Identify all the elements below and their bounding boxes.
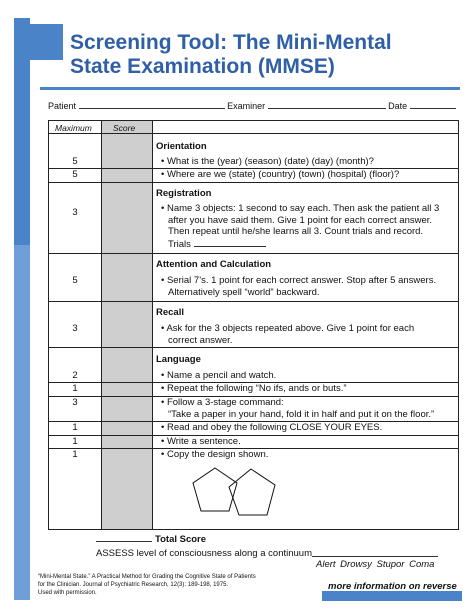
- citation-line: “Mini-Mental State.” A Practical Method for Grading the Cognitive State of Patients: [38, 574, 256, 580]
- section-rule: [49, 347, 458, 348]
- examiner-label: Examiner: [227, 101, 266, 111]
- max-value: 1: [72, 449, 78, 460]
- attention-line: Alternatively spell “world” backward.: [168, 286, 320, 298]
- patient-info-row: [48, 100, 460, 111]
- more-info-bar: [322, 591, 462, 601]
- section-attention-title: Attention and Calculation: [156, 259, 272, 270]
- date-field[interactable]: [410, 100, 456, 109]
- registration-line: • Name 3 objects: 1 second to say each. Then ask the patient all 3: [161, 203, 440, 214]
- registration-instructions: [161, 203, 439, 250]
- row-rule: [49, 435, 458, 436]
- total-score-field[interactable]: [96, 541, 152, 542]
- section-language-title: Language: [156, 354, 201, 365]
- recall-instructions: [161, 323, 414, 346]
- assess-consciousness-label: ASSESS level of consciousness along a continuum: [96, 548, 312, 559]
- intersecting-pentagons-figure: [187, 463, 287, 523]
- command-line: • Follow a 3-stage command:: [161, 397, 284, 408]
- orientation-item-1: • What is the (year) (season) (date) (day) (month)?: [161, 156, 374, 167]
- orientation-item-2: • Where are we (state) (country) (town) (hospital) (floor)?: [161, 169, 400, 180]
- patient-field[interactable]: [79, 100, 225, 109]
- section-rule: [49, 182, 458, 183]
- citation-line: for the Clinician. Journal of Psychiatric Research, 12(3): 189-198, 1975.: [38, 582, 229, 588]
- language-item-command: [161, 397, 434, 420]
- section-recall-title: Recall: [156, 307, 184, 318]
- consciousness-scale: Alert Drowsy Stupor Coma: [316, 559, 435, 570]
- max-value: 3: [72, 207, 78, 218]
- registration-line: after you have said them. Give 1 point for each correct answer.: [168, 214, 433, 226]
- trials-field[interactable]: [194, 238, 266, 247]
- section-rule: [49, 253, 458, 254]
- section-rule: [49, 301, 458, 302]
- consciousness-field[interactable]: [312, 556, 438, 557]
- language-item-copy-design: • Copy the design shown.: [161, 449, 269, 460]
- language-item-name-objects: • Name a pencil and watch.: [161, 370, 277, 381]
- maximum-header: Maximum: [55, 123, 92, 133]
- examiner-field[interactable]: [268, 100, 386, 109]
- max-value: 2: [72, 370, 78, 381]
- more-info-link[interactable]: more information on reverse: [328, 581, 457, 592]
- header-rule: [49, 133, 458, 134]
- max-value: 5: [72, 156, 78, 167]
- attention-line: • Serial 7’s. 1 point for each correct answer. Stop after 5 answers.: [161, 275, 437, 286]
- section-registration-title: Registration: [156, 188, 212, 199]
- language-item-write: • Write a sentence.: [161, 436, 241, 447]
- patient-label: Patient: [48, 101, 77, 111]
- score-header: Score: [113, 123, 136, 133]
- command-quote: “Take a paper in your hand, fold it in half and put it on the floor.”: [168, 408, 435, 420]
- attention-instructions: [161, 275, 436, 298]
- recall-line: correct answer.: [168, 334, 233, 346]
- trials-label: Trials: [168, 238, 191, 250]
- max-value: 1: [72, 422, 78, 433]
- recall-line: • Ask for the 3 objects repeated above. Give 1 point for each: [161, 323, 415, 334]
- title-line-1: Screening Tool: The Mini-Mental: [70, 31, 392, 54]
- max-value: 3: [72, 323, 78, 334]
- language-item-repeat: • Repeat the following “No ifs, ands or buts.”: [161, 383, 347, 394]
- registration-line: Then repeat until he/she learns all 3. Count trials and record.: [168, 226, 424, 237]
- max-value: 1: [72, 436, 78, 447]
- title-rule: [40, 87, 460, 90]
- total-score-label: Total Score: [155, 534, 207, 545]
- max-value: 3: [72, 397, 78, 408]
- title-line-2: State Examination (MMSE): [70, 55, 335, 78]
- date-label: Date: [388, 101, 408, 111]
- citation: [38, 573, 308, 597]
- citation-line: Used with permission.: [38, 590, 97, 596]
- left-accent-bar-lower: [14, 245, 30, 600]
- max-value: 5: [72, 275, 78, 286]
- language-item-read-obey: • Read and obey the following CLOSE YOUR EYES.: [161, 422, 383, 433]
- mmse-table: [48, 120, 459, 530]
- page-title: [70, 31, 392, 79]
- section-orientation-title: Orientation: [156, 141, 207, 152]
- max-value: 5: [72, 169, 78, 180]
- title-accent-square: [26, 24, 63, 60]
- max-value: 1: [72, 383, 78, 394]
